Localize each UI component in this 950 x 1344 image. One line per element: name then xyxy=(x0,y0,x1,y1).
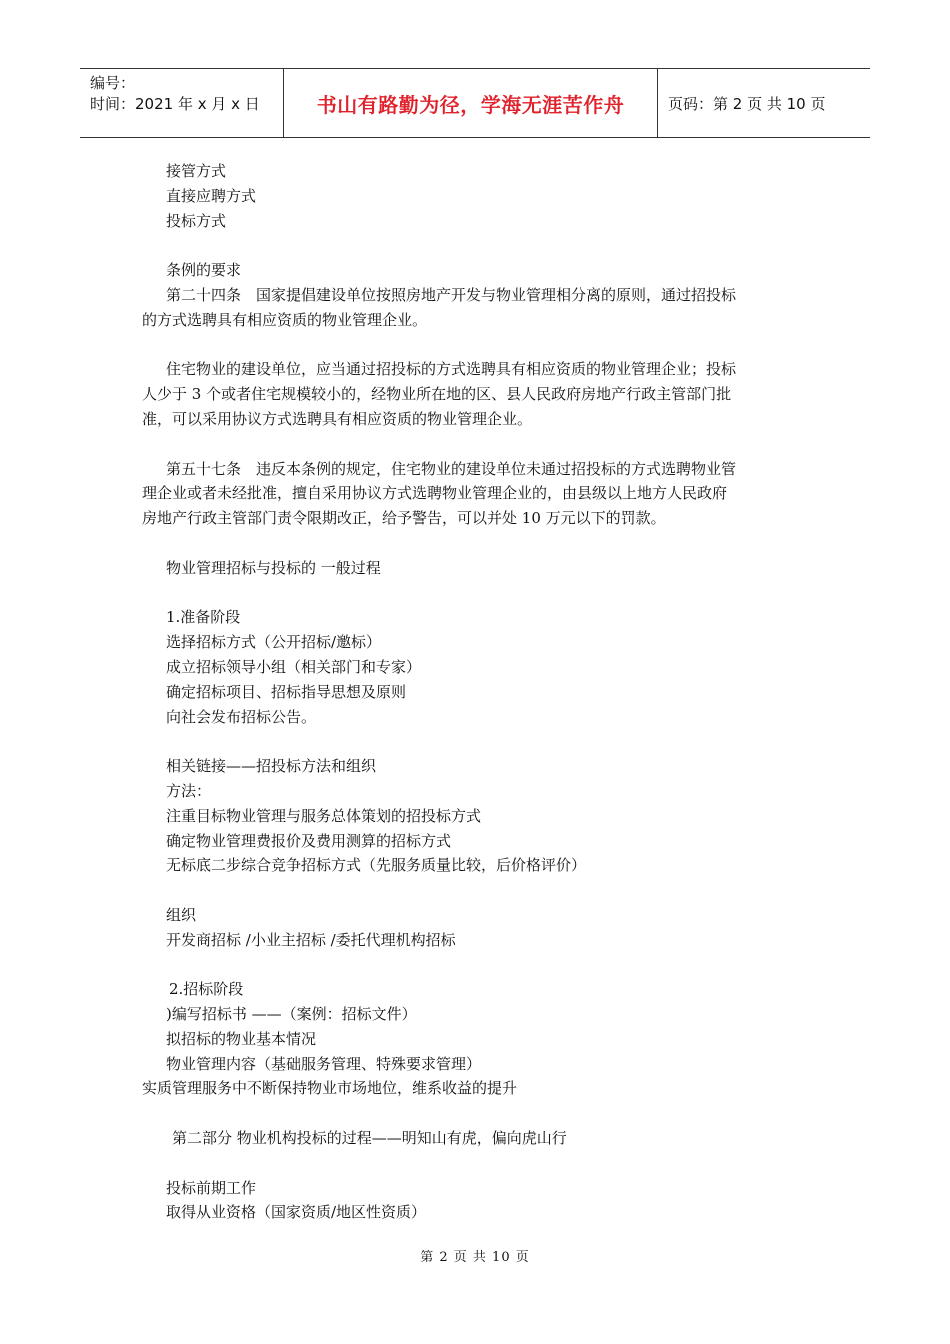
text-line: 选择招标方式（公开招标/邀标） xyxy=(166,633,382,652)
blank-line xyxy=(142,878,822,903)
number-label: 编号： xyxy=(90,74,136,92)
page-footer: 第 2 页 共 10 页 xyxy=(420,1250,530,1265)
section-heading: 第二部分 物业机构投标的过程——明知山有虎，偏向虎山行 xyxy=(172,1129,567,1148)
blank-line xyxy=(142,333,822,358)
text-line: 投标方式 xyxy=(166,211,227,230)
text-line: 相关链接——招投标方法和组织 xyxy=(166,757,377,776)
header-motto-cell xyxy=(283,69,658,137)
stage-heading: 1.准备阶段 xyxy=(166,608,241,627)
text-line: 接管方式 xyxy=(166,162,227,180)
blank-line xyxy=(142,1101,822,1126)
header-page-cell xyxy=(658,69,870,137)
text-line: 组织 xyxy=(166,905,197,924)
blank-line xyxy=(142,581,822,606)
stage-heading: 2.招标阶段 xyxy=(169,980,244,999)
text-line: 投标前期工作 xyxy=(166,1178,257,1197)
text-line: )编写招标书 ——（案例：招标文件） xyxy=(166,1005,417,1024)
text-line: 直接应聘方式 xyxy=(166,186,257,205)
text-line: 成立招标领导小组（相关部门和专家） xyxy=(166,657,422,676)
text-line: 人少于 3 个或者住宅规模较小的，经物业所在地的区、县人民政府房地产行政主管部门批 xyxy=(142,385,732,404)
text-line: 第二十四条 国家提倡建设单位按照房地产开发与物业管理相分离的原则，通过招投标 xyxy=(166,285,737,304)
text-line: 取得从业资格（国家资质/地区性资质） xyxy=(166,1203,427,1222)
section-heading: 物业管理招标与投标的 一般过程 xyxy=(166,558,381,577)
text-line: 条例的要求 xyxy=(166,261,242,280)
header-meta xyxy=(80,69,283,137)
text-line: 实质管理服务中不断保持物业市场地位，维系收益的提升 xyxy=(142,1079,518,1098)
page-header xyxy=(80,68,870,138)
blank-line xyxy=(142,953,822,978)
blank-line xyxy=(142,1151,822,1176)
text-line: 住宅物业的建设单位，应当通过招投标的方式选聘具有相应资质的物业管理企业；投标 xyxy=(166,360,737,379)
text-line: 无标底二步综合竞争招标方式（先服务质量比较，后价格评价） xyxy=(166,856,587,875)
text-line: 第五十七条 违反本条例的规定，住宅物业的建设单位未通过招投标的方式选聘物业管 xyxy=(166,459,737,478)
motto-text: 书山有路勤为径，学海无涯苦作舟 xyxy=(316,92,625,117)
text-line: 物业管理内容（基础服务管理、特殊要求管理） xyxy=(166,1054,482,1073)
text-line: 理企业或者未经批准，擅自采用协议方式选聘物业管理企业的，由县级以上地方人民政府 xyxy=(142,484,728,503)
text-line: 准，可以采用协议方式选聘具有相应资质的物业管理企业。 xyxy=(142,409,533,428)
blank-line xyxy=(142,233,822,258)
blank-line xyxy=(142,531,822,556)
text-line: 注重目标物业管理与服务总体策划的招投标方式 xyxy=(166,806,482,825)
text-line: 向社会发布招标公告。 xyxy=(166,707,317,726)
text-line: 拟招标的物业基本情况 xyxy=(166,1029,317,1048)
text-line: 的方式选聘具有相应资质的物业管理企业。 xyxy=(142,310,428,329)
page-label: 页码：第 2 页 共 10 页 xyxy=(668,94,826,113)
text-line: 确定物业管理费报价及费用测算的招标方式 xyxy=(166,831,452,850)
text-line: 方法： xyxy=(166,781,212,800)
document-body xyxy=(142,159,822,1225)
text-line: 确定招标项目、招标指导思想及原则 xyxy=(166,682,407,701)
blank-line xyxy=(142,729,822,754)
text-line: 开发商招标 /小业主招标 /委托代理机构招标 xyxy=(166,930,456,949)
text-line: 房地产行政主管部门责令限期改正，给予警告，可以并处 10 万元以下的罚款。 xyxy=(142,509,666,528)
blank-line xyxy=(142,432,822,457)
time-label: 时间：2021 年 x 月 x 日 xyxy=(90,95,260,113)
